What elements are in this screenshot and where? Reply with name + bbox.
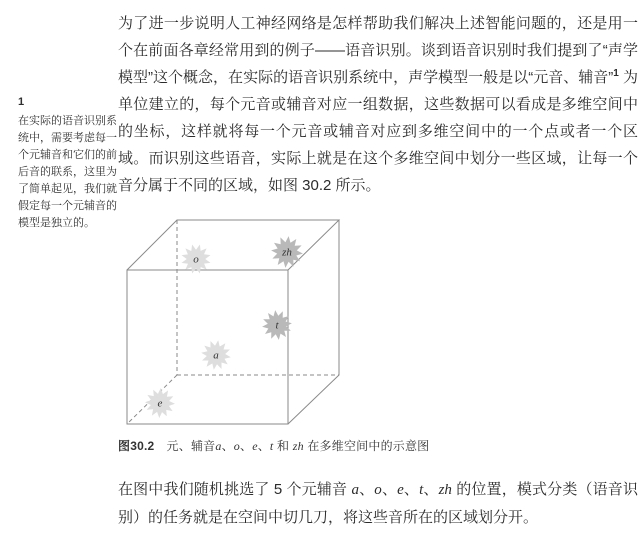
footnote-number: 1 [18,96,25,108]
text-segment: 、 [221,439,234,453]
text-segment: 、 [423,481,439,498]
text-segment: 的位置，模式分类（语音识别）的任务就是在空间中切几刀，将这些音所在的区域划分开。 [118,481,638,526]
text-segment: 在图中我们随机挑选了 5 个元辅音 [118,481,352,498]
cube-figure-svg [122,213,354,441]
text-segment: 和 [273,439,293,453]
star-t [262,310,292,340]
star-label: o [193,253,199,266]
margin-footnote [18,94,117,232]
paragraph-intro [118,10,638,199]
star-o [182,245,211,274]
text-segment: 为单位建立的，每个元音或辅音对应一组数据，这些数据可以看成是多维空间中的坐标，这样就将每一个元音或辅音对应到多维空间中的一个点或者一个区域。而识别这些语音，实际上就是在这个多维空间中划分一些区域，让每一个音分属于不同的区域，如图 30.2 所示。 [118,69,638,194]
text-segment: 图30.2 [118,439,155,453]
text-segment: 1 [613,68,619,79]
star-label: zh [282,246,292,259]
text-segment: e [252,439,258,453]
star-label: t [275,319,279,332]
phoneme-stars [145,236,303,418]
star-label: a [213,349,219,362]
paragraph-closing [118,476,638,531]
text-segment: a [351,482,359,498]
star-a [201,340,231,370]
text-segment: e [397,482,404,498]
text-segment: 、 [239,439,253,453]
text-segment: o [374,482,382,498]
text-segment: 元、辅音 [154,439,216,453]
star-zh [271,236,303,268]
text-segment: 、 [381,481,398,498]
text-segment: 、 [257,439,270,453]
text-segment: 、 [403,481,420,498]
text-segment: t [419,482,424,498]
main-column [118,8,638,543]
text-segment: 为了进一步说明人工神经网络是怎样帮助我们解决上述智能问题的，还是用一个在前面各章经常用到的例子——语音识别。谈到语音识别时我们提到了“声学模型”这个概念，在实际的语音识别系统中，声学模型一般是以“元音、辅音” [118,15,638,86]
star-label: e [157,397,163,410]
text-segment: zh [438,482,452,498]
text-segment: a [215,439,222,453]
text-segment: o [233,439,240,453]
figure-cube [122,213,354,441]
text-segment: 在多维空间中的示意图 [303,439,430,453]
figure-caption [118,439,638,454]
footnote-text: 在实际的语音识别系统中，需要考虑每一个元辅音和它们的前后音的联系，这里为了简单起见，我们就假定每一个元辅音的模型是独立的。 [18,115,117,229]
text-segment: zh [292,439,304,453]
text-segment: t [269,439,274,453]
text-segment: 、 [358,481,375,498]
star-e [145,388,175,418]
